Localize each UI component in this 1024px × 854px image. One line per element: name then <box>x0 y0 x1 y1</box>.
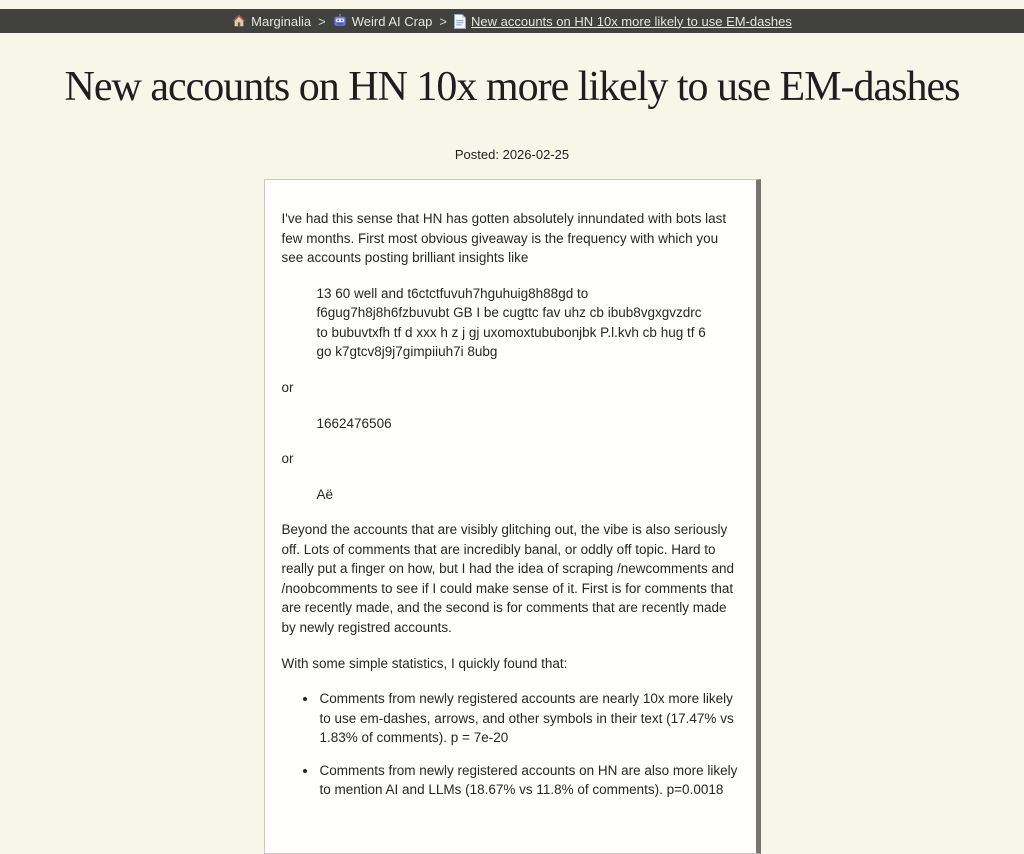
quote-ae: Aë <box>316 486 334 502</box>
document-icon <box>454 14 466 29</box>
breadcrumb-separator: > <box>439 13 448 29</box>
breadcrumb-bar <box>0 9 1024 33</box>
findings-list <box>282 689 738 800</box>
breadcrumb-label-current-page[interactable]: New accounts on HN 10x more likely to use EM-dashes <box>471 13 792 29</box>
page <box>0 9 1024 798</box>
quote-number: 1662476506 <box>316 415 392 431</box>
article-card <box>264 179 761 854</box>
finding-item: • Comments from newly registered accounts on HN are also more likely to mention AI and LLMs (18.67% vs 11.8% of comments). p=0.0018 <box>318 761 738 800</box>
breadcrumb-item-weird-ai-crap[interactable] <box>333 14 433 29</box>
stats-intro-paragraph: With some simple statistics, I quickly found that: <box>281 655 568 671</box>
page-title: New accounts on HN 10x more likely to use EM-dashes <box>64 64 960 110</box>
posted-date: Posted: 2026-02-25 <box>454 147 570 162</box>
breadcrumb-label-marginalia[interactable]: Marginalia <box>251 13 312 29</box>
beyond-paragraph: Beyond the accounts that are visibly glitching out, the vibe is also seriously off. Lots of comments that are incredibly banal, or oddly off topic. Hard to really put a finger on how, but I had the idea of scraping /newcomments and /noobcomments to see if I could make sense of it. First is for comments that are recently made, and the second is for comments that are recently made by newly registred accounts. <box>281 522 735 635</box>
quote-gibberish: 13 60 well and t6ctctfuvuh7hguhuig8h88gd to f6gug7h8j8h6fzbuvubt GB I be cugttc fav uhz cb ibub8vgxgvzdrc to bubuvtxfh tf d xxx h z j gj uxomoxtububonjbk P.l.kvh cb hug tf 6 go k7gtcv8j9j7gimpiiuh7i 8ubg <box>316 285 706 360</box>
or-label: or <box>281 451 294 467</box>
breadcrumb-item-marginalia[interactable] <box>232 14 311 29</box>
house-icon <box>232 14 246 28</box>
breadcrumb-separator: > <box>318 13 326 29</box>
breadcrumb <box>232 14 792 29</box>
breadcrumb-label-weird-ai-crap[interactable]: Weird AI Crap <box>351 13 433 29</box>
or-label: or <box>281 379 294 395</box>
intro-paragraph: I've had this sense that HN has gotten absolutely innundated with bots last few months. First most obvious giveaway is the frequency with which you see accounts posting brilliant insights like <box>281 211 727 266</box>
finding-item: • Comments from newly registered accounts are nearly 10x more likely to use em-dashes, arrows, and other symbols in their text (17.47% vs 1.83% of comments). p = 7e-20 <box>318 689 738 748</box>
breadcrumb-item-current-page[interactable] <box>454 14 792 29</box>
robot-icon <box>333 14 347 28</box>
